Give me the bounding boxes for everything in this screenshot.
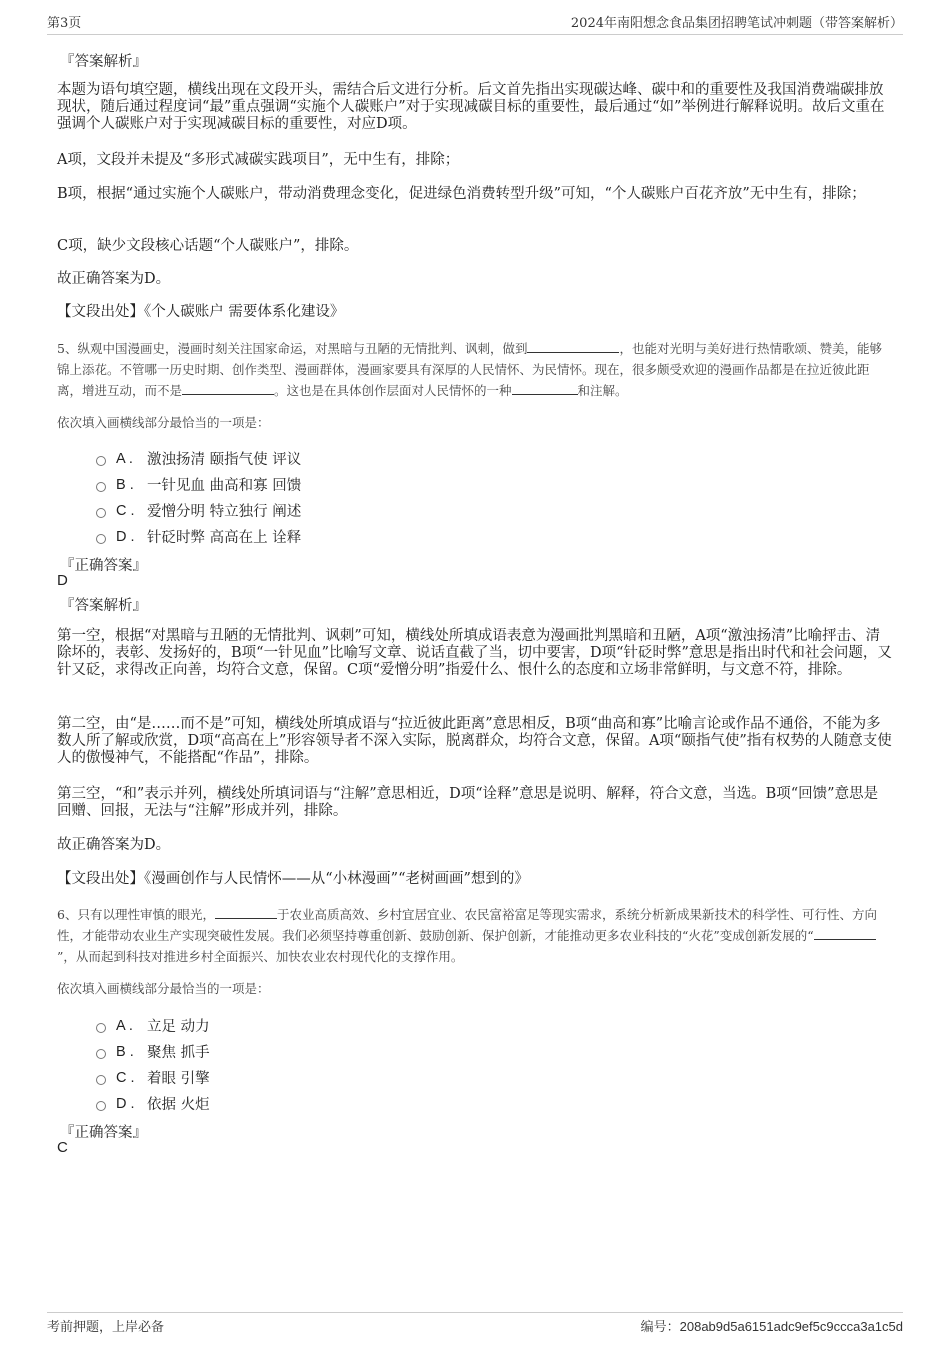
radio-icon[interactable] bbox=[96, 1049, 106, 1059]
page-footer bbox=[47, 1312, 903, 1335]
document-code: 编号：208ab9d5a6151adc9ef5c9ccca3a1c5d bbox=[640, 1319, 903, 1335]
q4-analysis-option-b: B项，根据“通过实施个人碳账户，带动消费理念变化，促进绿色消费转型升级”可知，“个人碳账户百花齐放”无中生有，排除； bbox=[57, 186, 866, 202]
q6-option-b[interactable]: B . 聚焦 抓手 bbox=[96, 1041, 210, 1062]
q5-analysis-blank-2: 第二空，由“是……而不是”可知，横线处所填成语与“拉近彼此距离”意思相反，B项“曲高和寡”比喻言论或作品不通俗，不能为多数人所了解或欣赏，D项“高高在上”形容领导者不深入实际，脱离群众，均符合文意，保留。A项“颐指气使”指有权势的人随意支使人的傲慢神气，不能搭配“作品”，排除。 bbox=[57, 716, 892, 766]
q5-analysis-blank-3: 第三空，“和”表示并列，横线处所填词语与“注解”意思相近，D项“诠释”意思是说明、解释，符合文意，当选。B项“回馈”意思是回赠、回报，无法与“注解”形成并列，排除。 bbox=[57, 786, 879, 819]
q6-option-a[interactable]: A . 立足 动力 bbox=[96, 1015, 210, 1036]
q5-option-c[interactable]: C . 爱憎分明 特立独行 阐述 bbox=[96, 500, 301, 521]
fill-blank bbox=[215, 907, 277, 919]
radio-icon[interactable] bbox=[96, 456, 106, 466]
q5-option-a[interactable]: A . 激浊扬清 颐指气使 评议 bbox=[96, 448, 301, 469]
q4-analysis-option-c: C项，缺少文段核心话题“个人碳账户”，排除。 bbox=[57, 238, 359, 254]
radio-icon[interactable] bbox=[96, 1075, 106, 1085]
correct-answer-tag: 『正确答案』 bbox=[60, 558, 147, 574]
q5-analysis-blank-1: 第一空，根据“对黑暗与丑陋的无情批判、讽刺”可知，横线处所填成语表意为漫画批判黑暗和丑陋，A项“激浊扬清”比喻抨击、清除坏的，表彰、发扬好的，B项“一针见血”比喻写文章、说话直截了当，切中要害，D项“针砭时弊”意思是指出时代和社会问题，又针又砭，求得改正向善，均符合文意，保留。C项“爱憎分明”指爱什么、恨什么的态度和立场非常鲜明，与文意不符，排除。 bbox=[57, 628, 892, 678]
fill-blank bbox=[527, 341, 619, 353]
q5-conclusion: 故正确答案为D。 bbox=[57, 837, 171, 853]
q6-prompt: 依次填入画横线部分最恰当的一项是： bbox=[57, 981, 270, 996]
radio-icon[interactable] bbox=[96, 482, 106, 492]
fill-blank bbox=[814, 928, 876, 940]
analysis-tag: 『答案解析』 bbox=[60, 54, 147, 70]
q5-source: 【文段出处】《漫画创作与人民情怀——从“小林漫画”“老树画画”想到的》 bbox=[57, 871, 529, 887]
page-number: 第3页 bbox=[47, 16, 82, 31]
q6-option-d[interactable]: D . 依据 火炬 bbox=[96, 1093, 210, 1114]
q4-conclusion: 故正确答案为D。 bbox=[57, 271, 171, 287]
q5-prompt: 依次填入画横线部分最恰当的一项是： bbox=[57, 415, 270, 430]
footer-slogan: 考前押题，上岸必备 bbox=[47, 1320, 165, 1335]
correct-answer-tag: 『正确答案』 bbox=[60, 1125, 147, 1141]
radio-icon[interactable] bbox=[96, 534, 106, 544]
q5-option-b[interactable]: B . 一针见血 曲高和寡 回馈 bbox=[96, 474, 301, 495]
q5-stem: 5、纵观中国漫画史，漫画时刻关注国家命运，对黑暗与丑陋的无情批判、讽刺，做到 ，也能对光明与美好进行热情歌颂、赞美，能够锦上添花。不管哪一历史时期、创作类型、漫画群体，漫画家要具有深厚的人民情怀、为民情怀。现在，很多颇受欢迎的漫画作品都是在拉近彼此距离，增进互动，而不是 。这也是在具体创作层面对人民情怀的一种 和注解。 bbox=[57, 341, 882, 398]
correct-answer: C bbox=[57, 1139, 68, 1156]
radio-icon[interactable] bbox=[96, 1023, 106, 1033]
q6-option-c[interactable]: C . 着眼 引擎 bbox=[96, 1067, 210, 1088]
analysis-tag: 『答案解析』 bbox=[60, 598, 147, 614]
q6-stem: 6、只有以理性审慎的眼光， 于农业高质高效、乡村宜居宜业、农民富裕富足等现实需求，系统分析新成果新技术的科学性、可行性、方向性，才能带动农业生产实现突破性发展。我们必须坚持尊重创新、鼓励创新、保护创新，才能推动更多农业科技的“火花”变成创新发展的“”，从而起到科技对推进乡村全面振兴、加快农业农村现代化的支撑作用。 bbox=[57, 907, 877, 964]
correct-answer: D bbox=[57, 572, 68, 589]
q4-analysis-option-a: A项，文段并未提及“多形式减碳实践项目”，无中生有，排除； bbox=[57, 152, 460, 168]
document-title: 2024年南阳想念食品集团招聘笔试冲刺题（带答案解析） bbox=[570, 16, 903, 31]
radio-icon[interactable] bbox=[96, 1101, 106, 1111]
fill-blank bbox=[512, 383, 578, 395]
radio-icon[interactable] bbox=[96, 508, 106, 518]
q5-option-d[interactable]: D . 针砭时弊 高高在上 诠释 bbox=[96, 526, 301, 547]
fill-blank bbox=[182, 383, 274, 395]
q4-analysis-paragraph: 本题为语句填空题，横线出现在文段开头，需结合后文进行分析。后文首先指出实现碳达峰、碳中和的重要性及我国消费端碳排放现状，随后通过程度词“最”重点强调“实施个人碳账户”对于实现减碳目标的重要性，最后通过“如”举例进行解释说明。故后文重在强调个人碳账户对于实现减碳目标的重要性，对应D项。 bbox=[57, 82, 885, 132]
q4-source: 【文段出处】《个人碳账户 需要体系化建设》 bbox=[57, 304, 345, 320]
page-header bbox=[47, 12, 903, 35]
